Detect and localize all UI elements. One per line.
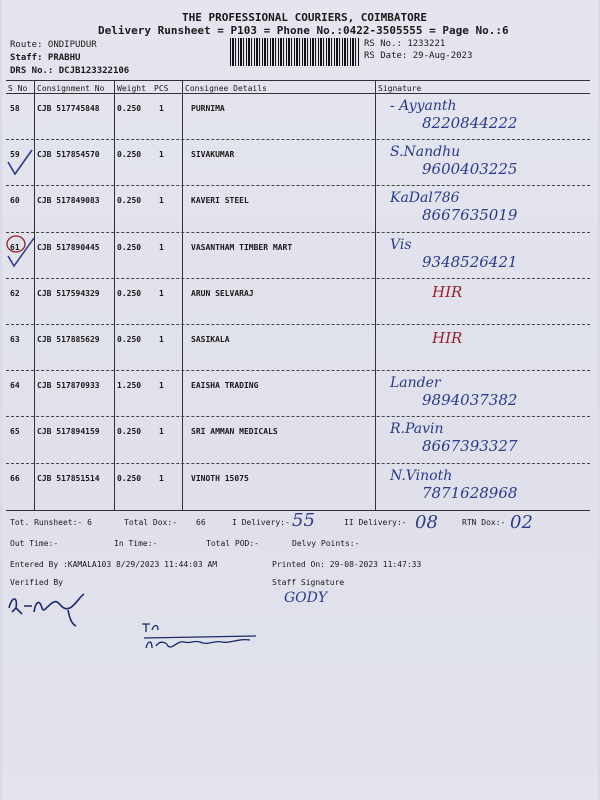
verifier-signature [6,590,96,630]
row-consignee: PURNIMA [191,104,225,113]
drs-number: DRS No.: DCJB123322106 [10,66,130,76]
row-consignee: ARUN SELVARAJ [191,288,254,298]
table-header-border [6,93,590,94]
row-separator [6,185,590,186]
row-signature: Vis [390,236,412,253]
row-signature-phone: 8667635019 [422,206,518,225]
row-cno: CJB 517594329 [37,288,100,298]
row-consignee: KAVERI STEEL [191,196,249,206]
row-consignee: EAISHA TRADING [191,381,259,391]
row-separator [6,139,590,140]
row-signature: Lander [390,375,441,392]
row-signature: KaDal786 [390,190,460,207]
approver-signature [138,618,268,658]
row-weight: 0.250 [117,150,142,160]
row-cno: CJB 517894159 [37,427,100,437]
row-separator [6,324,590,325]
row-pcs: 1 [159,150,164,160]
col-header-consignee: Consignee Details [185,84,267,93]
col-divider [375,80,376,510]
row-consignee: SRI AMMAN MEDICALS [191,427,278,437]
row-signature: - Ayyanth [390,98,457,114]
circle-mark [4,232,38,272]
row-signature: N.Vinoth [390,467,453,484]
col-divider [182,80,183,510]
i-delivery-value: 55 [292,510,315,531]
row-separator [6,463,590,464]
staff-signature-label: Staff Signature [272,578,345,587]
row-signature: S.Nandhu [390,144,461,161]
row-pcs: 1 [159,427,164,437]
row-weight: 0.250 [117,288,142,298]
row-sno: 61 [10,242,20,252]
row-signature-phone: 9894037382 [422,391,518,410]
tick-mark [6,148,36,178]
row-weight: 0.250 [117,242,142,252]
row-separator [6,278,590,279]
row-weight: 0.250 [117,196,142,206]
row-sno: 66 [10,473,20,483]
row-signature-phone: 9348526421 [422,252,518,271]
table-top-border [6,80,590,81]
row-weight: 0.250 [117,427,142,437]
row-cno: CJB 517849083 [37,196,100,206]
row-cno: CJB 517870933 [37,381,100,391]
delvy-points: Delvy Points:- [292,539,360,548]
row-signature: HIR [432,329,463,347]
row-separator [6,416,590,417]
runsheet-page [2,0,598,800]
row-sno: 63 [10,335,20,344]
row-pcs: 1 [159,288,164,298]
rs-date: RS Date: 29-Aug-2023 [364,51,473,61]
row-signature: R.Pavin [390,421,444,438]
col-header-signature: Signature [378,84,422,93]
row-weight: 0.250 [117,335,142,344]
row-signature-phone: 8220844222 [422,114,518,132]
entered-by: Entered By :KAMALA103 8/29/2023 11:44:03 AM [10,560,218,569]
row-sno: 60 [10,196,20,206]
row-cno: CJB 517885629 [37,335,100,344]
tot-runsheet: Tot. Runsheet:- 6 [10,518,92,527]
col-divider [34,80,35,510]
total-dox-value: 66 [196,518,206,527]
row-pcs: 1 [159,196,164,206]
ii-delivery-value: 08 [415,512,438,533]
row-separator [6,232,590,233]
row-signature: HIR [432,282,463,301]
col-header-pcs: PCS [154,84,169,93]
col-header-weight: Weight [117,84,146,93]
row-cno: CJB 517851514 [37,473,100,483]
route-label: Route: ONDIPUDUR [10,40,97,50]
row-signature-phone: 7871628968 [422,483,518,502]
out-time: Out Time:- [10,539,59,548]
in-time: In Time:- [114,539,158,548]
row-cno: CJB 517890445 [37,242,100,252]
row-sno: 59 [10,150,20,160]
total-dox-label: Total Dox:- [124,518,177,527]
ii-delivery-label: II Delivery:- [344,518,407,527]
row-consignee: VINOTH 15075 [191,473,249,483]
row-consignee: VASANTHAM TIMBER MART [191,242,293,252]
total-pod: Total POD:- [206,539,259,548]
rs-number: RS No.: 1233221 [364,39,446,49]
i-delivery-label: I Delivery:- [232,518,290,527]
company-name: THE PROFESSIONAL COURIERS, COIMBATORE [182,11,428,24]
staff-signature-hand: GODY [284,590,328,606]
verified-by-label: Verified By [10,578,63,587]
col-header-consignment: Consignment No [37,84,105,93]
staff-label: Staff: PRABHU [10,53,81,63]
row-cno: CJB 517854570 [37,150,100,160]
row-weight: 0.250 [117,104,142,113]
barcode [230,38,360,66]
row-consignee: SASIKALA [191,335,230,344]
row-cno: CJB 517745848 [37,104,100,113]
col-divider [114,80,115,510]
row-sno: 64 [10,381,20,391]
row-sno: 58 [10,104,20,113]
col-header-sno: S No [8,84,28,93]
row-pcs: 1 [159,242,164,252]
printed-on: Printed On: 29-08-2023 11:47:33 [272,560,422,569]
row-signature-phone: 9600403225 [422,160,518,179]
row-sno: 62 [10,288,20,298]
row-weight: 0.250 [117,473,142,483]
rtn-dox-label: RTN Dox:- [462,518,506,527]
runsheet-title: Delivery Runsheet = P103 = Phone No.:0422-3505555 = Page No.:6 [98,24,509,37]
rtn-dox-value: 02 [510,512,533,533]
row-pcs: 1 [159,473,164,483]
row-consignee: SIVAKUMAR [191,150,235,160]
row-pcs: 1 [159,104,164,113]
row-signature-phone: 8667393327 [422,437,518,456]
row-separator [6,370,590,371]
row-pcs: 1 [159,381,164,391]
row-sno: 65 [10,427,20,437]
row-pcs: 1 [159,335,164,344]
row-weight: 1.250 [117,381,142,391]
